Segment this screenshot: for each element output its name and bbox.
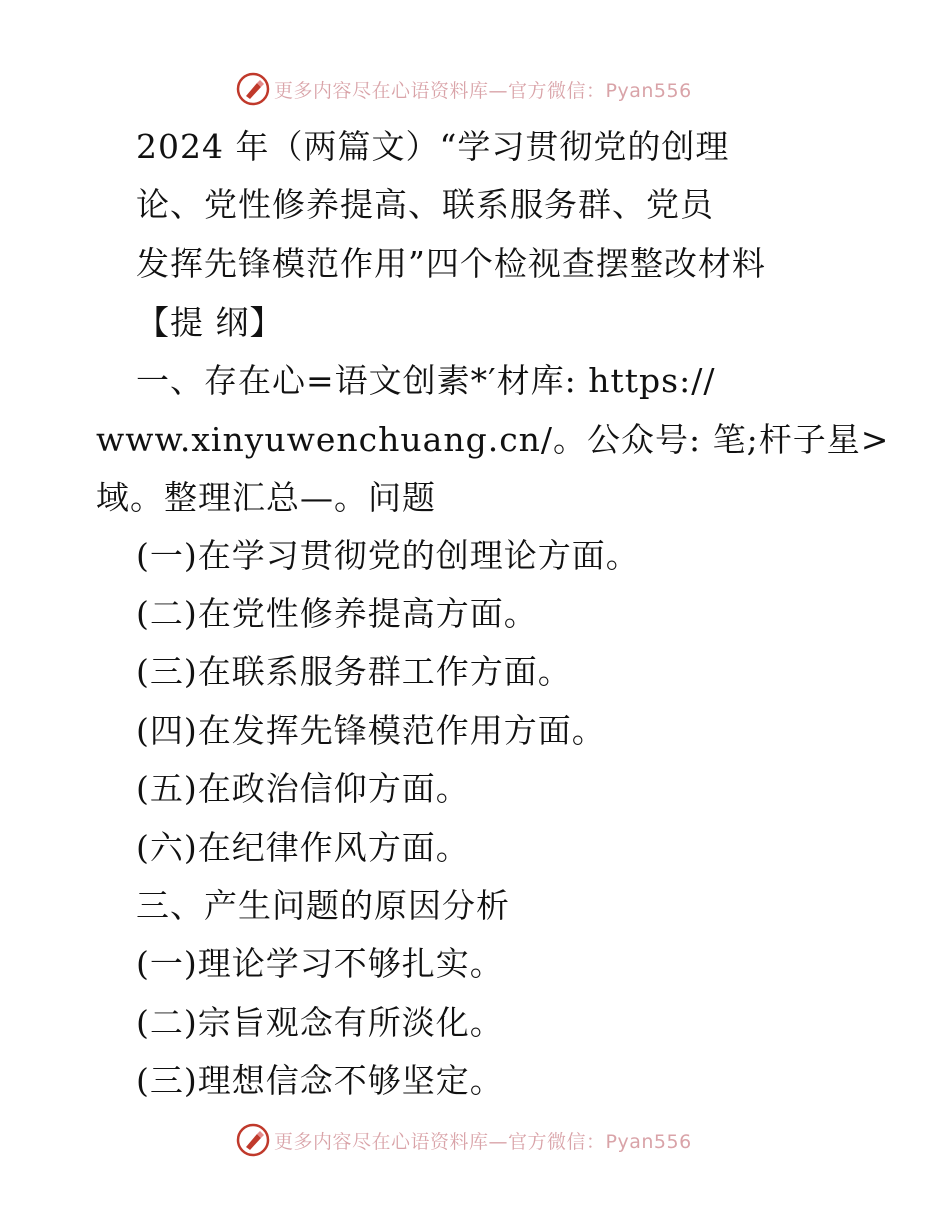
list-item: (二)在党性修养提高方面。: [136, 594, 538, 633]
list-item: (三)理想信念不够坚定。: [136, 1061, 504, 1100]
list-item: (四)在发挥先锋模范作用方面。: [136, 711, 606, 750]
list-item: (一)在学习贯彻党的创理论方面。: [136, 536, 640, 575]
title-line: 论、党性修养提高、联系服务群、党员: [136, 185, 714, 224]
pen-nib-circle-icon: [236, 1123, 270, 1157]
list-item: (五)在政治信仰方面。: [136, 769, 470, 808]
list-item: (六)在纪律作风方面。: [136, 828, 470, 867]
watermark-banner-bottom: [236, 1123, 692, 1157]
title-line: 发挥先锋模范作用”四个检视查摆整改材料: [136, 244, 766, 283]
body-text-line: 域。整理汇总—。问题: [96, 478, 436, 517]
watermark-banner-top: [236, 72, 692, 106]
watermark-text: 更多内容尽在心语资料库—官方微信：Pyan556: [274, 1130, 692, 1153]
section-heading: 三、产生问题的原因分析: [136, 886, 510, 925]
list-item: (三)在联系服务群工作方面。: [136, 652, 572, 691]
outline-heading: 【提 纲】: [136, 303, 284, 342]
pen-nib-circle-icon: [236, 72, 270, 106]
list-item: (二)宗旨观念有所淡化。: [136, 1003, 504, 1042]
section-heading: 一、存在心=语文创素*′材库: https://: [136, 361, 716, 400]
list-item: (一)理论学习不够扎实。: [136, 944, 504, 983]
title-line: 2024 年（两篇文）“学习贯彻党的创理: [136, 127, 730, 166]
body-text-line: www.xinyuwenchuang.cn/。公众号: 笔;杆子星>: [96, 420, 890, 459]
watermark-text: 更多内容尽在心语资料库—官方微信：Pyan556: [274, 79, 692, 102]
